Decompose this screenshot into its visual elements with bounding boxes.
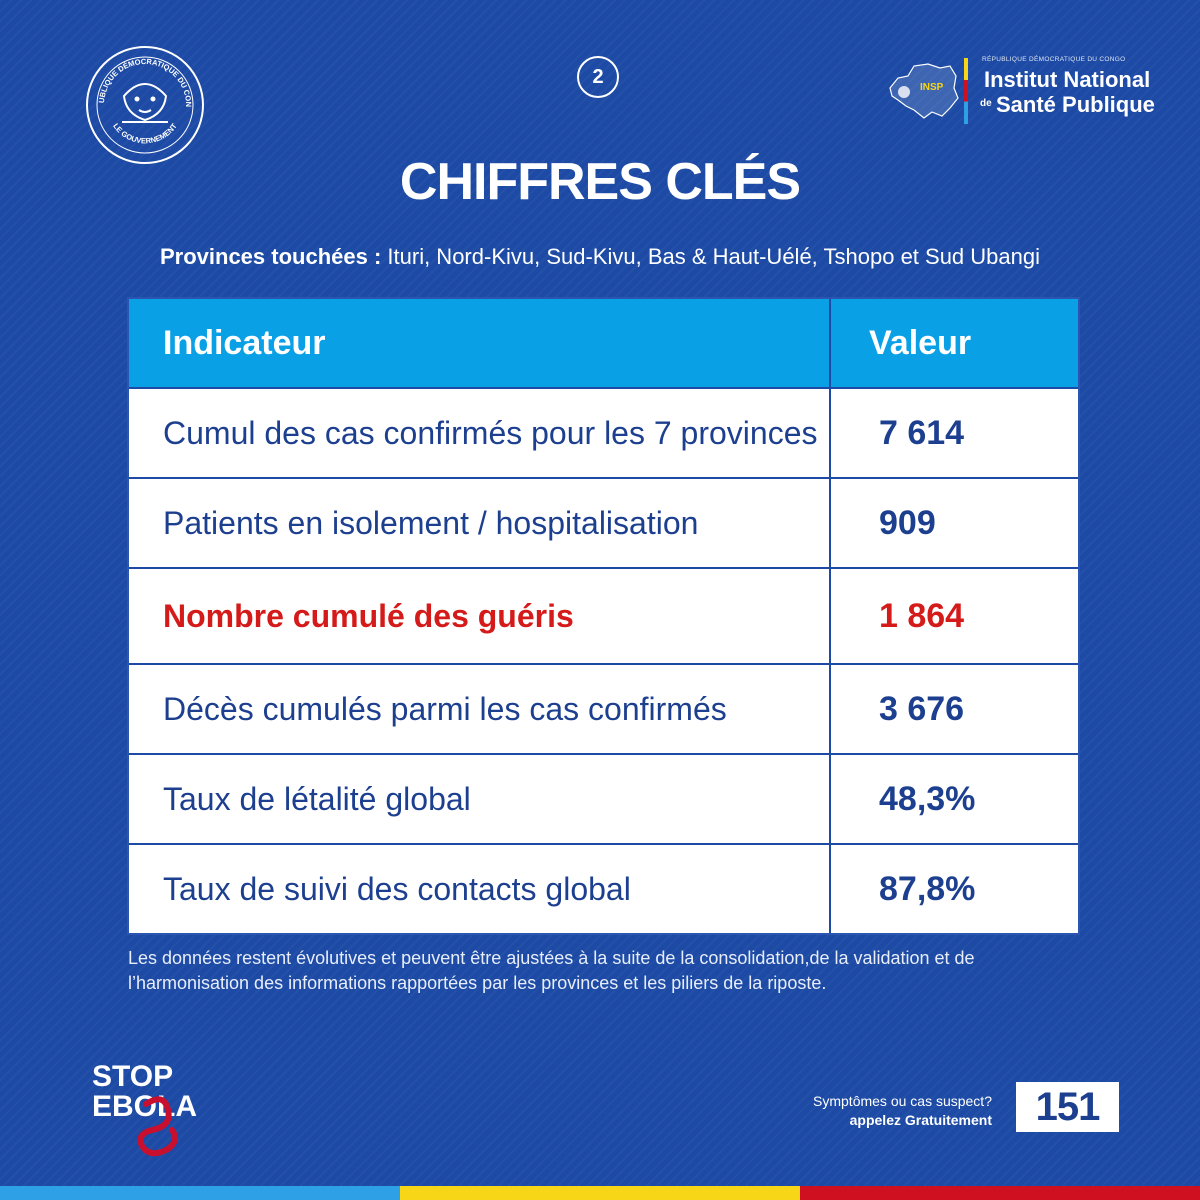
insp-name-line2: Santé Publique <box>996 92 1155 117</box>
insp-name-de: de <box>980 98 992 109</box>
hotline-call: appelez Gratuitement <box>849 1112 992 1128</box>
row-value: 909 <box>879 503 936 542</box>
row-indicator: Nombre cumulé des guéris <box>129 569 831 663</box>
table-row <box>129 479 1078 569</box>
hotline-question: Symptômes ou cas suspect? <box>813 1093 992 1109</box>
row-value: 7 614 <box>879 413 965 452</box>
disclaimer-note: Les données restent évolutives et peuvent être ajustées à la suite de la consolidation,de la validation et de l’harmonisation des informations rapportées par les provinces et les piliers de la riposte. <box>128 948 975 993</box>
ribbon-icon <box>132 1096 188 1158</box>
row-value: 87,8% <box>879 869 976 908</box>
seal-text-bottom: LE GOUVERNEMENT <box>111 121 179 146</box>
table-row <box>129 845 1078 933</box>
row-indicator: Patients en isolement / hospitalisation <box>129 479 831 567</box>
row-value: 3 676 <box>879 689 965 728</box>
row-indicator: Décès cumulés parmi les cas confirmés <box>129 665 831 753</box>
campaign-line1: STOP <box>92 1060 174 1093</box>
page-title: CHIFFRES CLÉS <box>399 153 801 211</box>
flag-bar-red <box>800 1186 1200 1200</box>
hotline-number: 151 <box>1016 1082 1119 1132</box>
table-row <box>129 755 1078 845</box>
government-seal <box>84 44 206 166</box>
flag-bar-yellow <box>400 1186 800 1200</box>
header-indicator: Indicateur <box>129 299 831 387</box>
table-row <box>129 665 1078 755</box>
stop-ebola-logo <box>92 1062 232 1162</box>
key-figures-table <box>127 297 1080 935</box>
table-row-highlight <box>129 569 1078 665</box>
svg-text:LE GOUVERNEMENT <box>111 121 179 145</box>
insp-name-line1: Institut National <box>984 67 1151 92</box>
flag-bar-blue <box>0 1186 400 1200</box>
hotline-text <box>813 1092 992 1130</box>
insp-logo <box>884 56 1154 128</box>
row-value: 1 864 <box>879 596 965 635</box>
row-value: 48,3% <box>879 779 976 818</box>
drc-map-icon <box>884 58 960 122</box>
table-row <box>129 389 1078 479</box>
flag-color-bar <box>0 1186 1200 1200</box>
svg-text:INSP: INSP <box>920 82 944 93</box>
insp-small-text: RÉPUBLIQUE DÉMOCRATIQUE DU CONGO <box>982 56 1126 63</box>
header-value: Valeur <box>869 323 972 362</box>
campaign-line2: EBOLA <box>92 1090 197 1123</box>
provinces-line <box>0 244 1200 270</box>
table-header-row <box>129 299 1078 389</box>
provinces-value: Ituri, Nord-Kivu, Sud-Kivu, Bas & Haut-Uélé, Tshopo et Sud Ubangi <box>381 244 1040 269</box>
seal-text-top: UBLIQUE DÉMOCRATIQUE DU CON <box>96 56 194 108</box>
provinces-label: Provinces touchées : <box>159 244 382 269</box>
seal-icon <box>84 44 206 166</box>
row-indicator: Taux de suivi des contacts global <box>129 845 831 933</box>
row-indicator: Cumul des cas confirmés pour les 7 provinces <box>129 389 831 477</box>
flag-stripe <box>964 58 968 124</box>
page-number: 2 <box>577 56 619 98</box>
row-indicator: Taux de létalité global <box>129 755 831 843</box>
